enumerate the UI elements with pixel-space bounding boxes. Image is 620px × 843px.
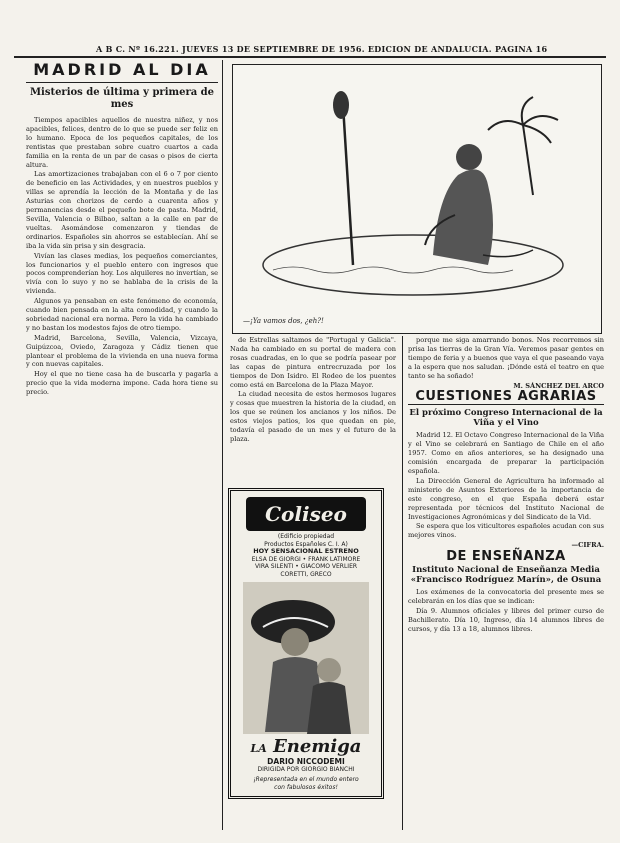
signature: M. SÁNCHEZ DEL ARCO (513, 381, 604, 390)
signature: —CIFRA. (571, 541, 604, 550)
article-headline: Misterios de última y primera de mes (29, 87, 215, 110)
poster-art (243, 582, 369, 734)
header-rule (14, 56, 606, 58)
right-column (408, 336, 604, 635)
paragraph: Tiempos apacibles aquellos de nuestra niñez, y nos apacibles, felices, dentro de lo que se puede ser feliz en lo humano. Epoca de los pequeños capitales, de los rentistas que prestaban sobre cuatro cuartos a cada familia en la renta de un par de casas o pisos de cierta altura. (26, 116, 218, 169)
ad-cast: VIRA SILENTI • GIACOMO VERLIER (254, 563, 358, 570)
middle-column (230, 336, 396, 445)
film-title-name: Enemiga (273, 736, 362, 757)
cartoon-drawing (233, 65, 601, 333)
paragraph: La Dirección General de Agricultura ha informado al ministerio de Asuntos Exteriores de la importancia de este congreso, en el que España deberá estar representada por técnicos del Instituto Nacional de Investigaciones Agronómicas y del Sindicato de la Vid. (408, 476, 604, 521)
paragraph: Día 9. Alumnos oficiales y libres del primer curso de Bachillerato. Día 10, Ingreso, día 14 alumnos libres de cursos, y día 13 a 18, alumnos libres. (408, 606, 604, 633)
article-subhead: El próximo Congreso Internacional de la Viña y el Vino (409, 408, 603, 429)
film-poster (243, 582, 369, 734)
column-divider (222, 60, 223, 830)
ad-director: DIRIGIDA POR GIORGIO BIANCHI (257, 765, 355, 773)
ad-cast: CORETTI, GRECO (280, 570, 332, 578)
section-heading: CUESTIONES AGRARIAS (415, 389, 597, 405)
ad-line: (Edificio propiedad (277, 533, 335, 540)
article-subhead: Instituto Nacional de Enseñanza Media «Francisco Rodríguez Marín», de Osuna (410, 565, 602, 586)
section-title: MADRID AL DIA (33, 60, 211, 79)
film-title (231, 738, 381, 758)
section-heading: DE ENSEÑANZA (446, 549, 566, 565)
page-header: A B C. Nº 16.221. JUEVES 13 DE SEPTIEMBRE DE 1956. EDICION DE ANDALUCIA. PAGINA 16 (96, 44, 548, 54)
ad-footer: con fabulosos éxitos! (274, 783, 338, 791)
paragraph: Algunos ya pensaban en este fenómeno de economía, cuando bien pensada en la alta comodidad, y cuando la sobriedad nacional era norma. Pero la vida ha cambiado y no bastan los modestos fajos de otro tiempo. (26, 297, 218, 332)
ad-premiere: HOY SENSACIONAL ESTRENO (253, 547, 359, 555)
paragraph: Vivían las clases medias, los pequeños comerciantes, los funcionarios y el pueblo entero con ingresos que pocos comprenderían hoy. Los alquileres no invertían, se vivía con lo suyo y no se hablaba de la crisis de la vivienda. (26, 251, 218, 296)
paragraph: Hoy el que no tiene casa ha de buscarla y pagarla a precio que la vida moderna impone. Cada hora tiene su precio. (26, 370, 218, 397)
ad-cast: ELSA DE GIORGI • FRANK LATIMORE (251, 555, 361, 563)
section-rule (408, 404, 604, 405)
film-title-article: LA (250, 742, 267, 755)
cartoon-illustration (232, 64, 602, 334)
left-column (26, 60, 218, 398)
paragraph: Se espera que los viticultores españoles acudan con sus mejores vinos. (408, 522, 604, 540)
paragraph: Las amortizaciones trabajaban con el 6 o 7 por ciento de beneficio en las Actividades, y en nuestros pueblos y villas se aprendía la lección de la Montaña y de las Asturias con chorizos de cerdo a cuarenta años y permanencias desde el pequeño bote de pasta. Madrid, Sevilla, Valencia o Bilbao, saltan a la calle en par de vueltas. Asomándose comenzaron y tiendas de ordinarios. Españoles sin ahorros se establecían. Ahí se iba la vida sin prisa y sin desgracia. (26, 170, 218, 250)
paragraph: porque me siga amarrando bonos. Nos recorremos sin prisa las tierras de la Gran Vía. Veremos pasar gentes en tiempo de feria y a buenos que vaya el que paseando vaya a la espera que nos saludan. ¡Dónde está el teatro en que tanto se ha soñado! (408, 336, 604, 380)
cinema-advertisement (228, 488, 384, 799)
cartoon-caption: —¡Ya vamos dos, ¿eh?! (243, 317, 324, 325)
paragraph: Los exámenes de la convocatoria del presente mes se celebrarán en los días que se indican: (408, 588, 604, 605)
paragraph: de Estrellas saltamos de "Portugal y Galicia". Nada ha cambiado en su portal de madera con rosas cuadradas, en lo que se podría pasear por las capas de pintura entrecruzada por los tiempos de Don Isidro. El Rodeo de los puentes como está en Barcelona de la Plaza Mayor. (230, 336, 396, 389)
paragraph: Madrid 12. El Octavo Congreso Internacional de la Viña y el Vino se celebrará en Santiago de Chile en el año 1957. Como en años anteriores, se ha designado una comisión encargada de preparar la participación española. (408, 431, 604, 475)
column-divider (402, 336, 403, 830)
cinema-logo: Coliseo (246, 497, 366, 531)
paragraph: La ciudad necesita de estos hermosos lugares y cosas que muestren la historia de la ciudad, en los que se reúnen los ancianos y los niños. De estos viejos patios, los que quedan en pie, todavía el pasado de un mes y el futuro de la plaza. (230, 390, 396, 443)
paragraph: Madrid, Barcelona, Sevilla, Valencia, Vizcaya, Guipúzcoa, Oviedo, Zaragoza y Cádiz tienen que plantear el problema de la vivienda en una nueva forma y con nuevas capitales. (26, 333, 218, 369)
ad-footer: ¡Representada en el mundo entero (253, 776, 359, 783)
section-rule (26, 82, 218, 83)
ad-line: Productos Españoles C. I. A) (264, 540, 348, 548)
ad-author: DARIO NICCODEMI (267, 757, 345, 766)
